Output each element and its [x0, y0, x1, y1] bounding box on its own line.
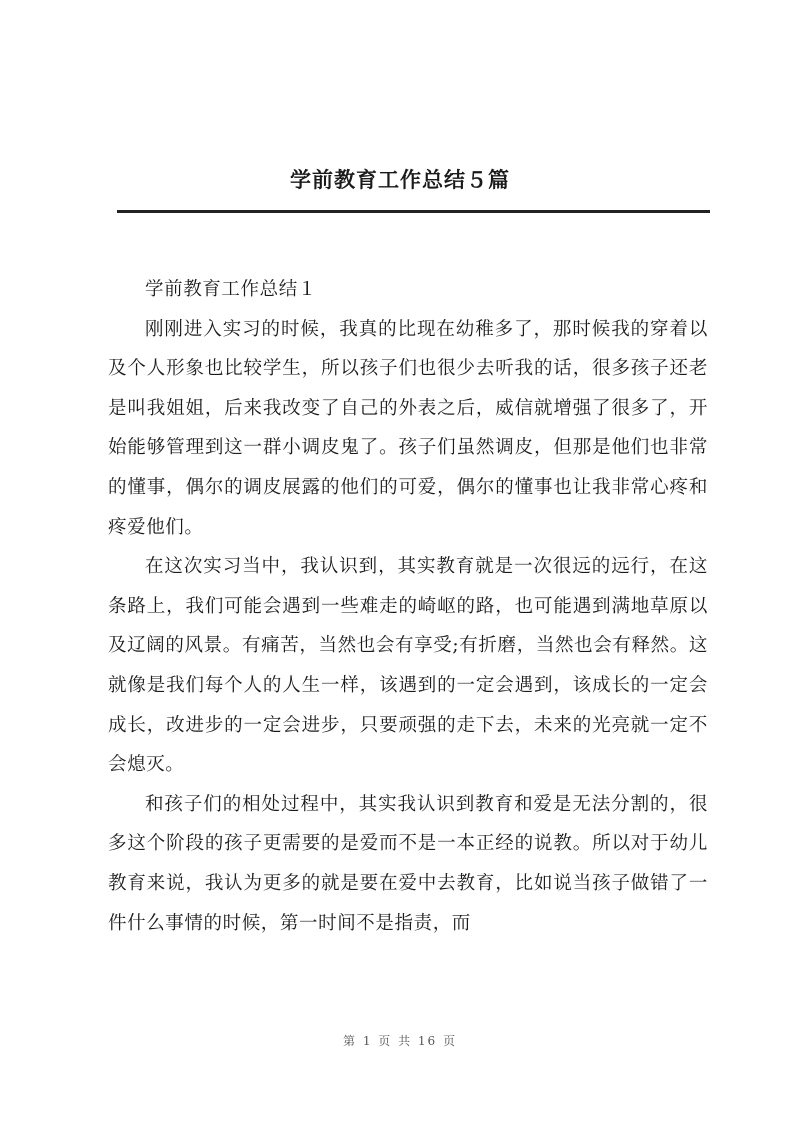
- page-number-footer: 第 1 页 共 16 页: [343, 1034, 457, 1048]
- title-divider: [117, 210, 710, 213]
- paragraph-3: 和孩子们的相处过程中，其实我认识到教育和爱是无法分割的，很多这个阶段的孩子更需要的是爱而不是一本正经的说教。所以对于幼儿教育来说，我认为更多的就是要在爱中去教育，比如说当孩子做错了一件什么事情的时候，第一时间不是指责，而: [108, 793, 708, 934]
- section-heading: 学前教育工作总结１: [145, 279, 317, 300]
- paragraph-2: 在这次实习当中，我认识到，其实教育就是一次很远的远行，在这条路上，我们可能会遇到一些难走的崎岖的路，也可能遇到满地草原以及辽阔的风景。有痛苦，当然也会有享受;有折磨，当然也会有释然。这就像是我们每个人的人生一样，该遇到的一定会遇到，该成长的一定会成长，改进步的一定会进步，只要顽强的走下去，未来的光亮就一定不会熄灭。: [108, 556, 708, 776]
- document-body: [108, 270, 708, 943]
- paragraph-1: 刚刚进入实习的时候，我真的比现在幼稚多了，那时候我的穿着以及个人形象也比较学生，所以孩子们也很少去听我的话，很多孩子还老是叫我姐姐，后来我改变了自己的外表之后，威信就增强了很多了，开始能够管理到这一群小调皮鬼了。孩子们虽然调皮，但那是他们也非常的懂事，偶尔的调皮展露的他们的可爱，偶尔的懂事也让我非常心疼和疼爱他们。: [108, 318, 708, 538]
- document-title: 学前教育工作总结５篇: [290, 168, 510, 192]
